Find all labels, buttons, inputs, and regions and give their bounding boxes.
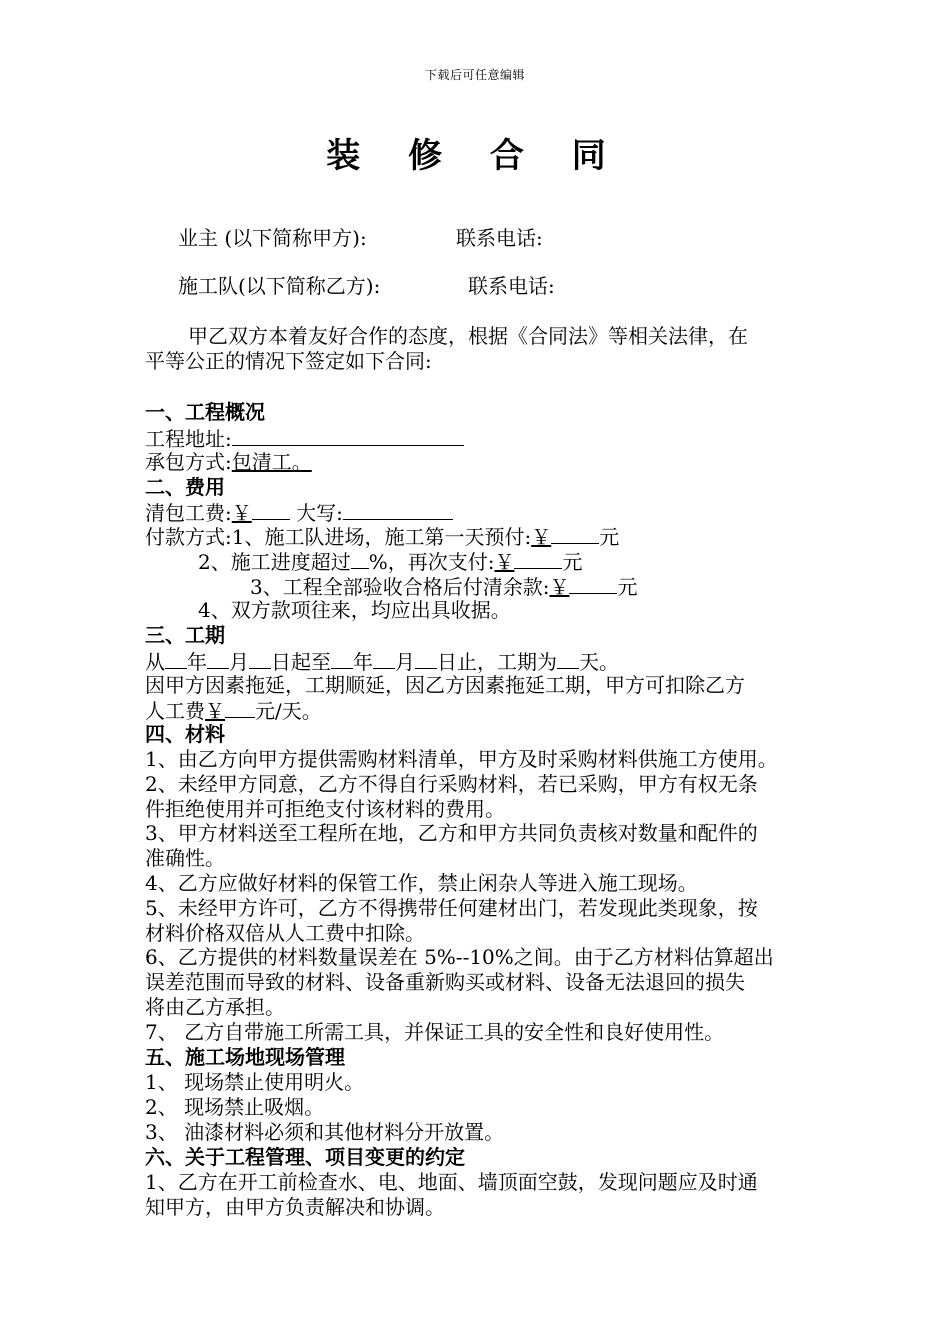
management-line: 1、乙方在开工前检查水、电、地面、墙顶面空鼓，发现问题应及时通 (145, 1170, 758, 1194)
team-phone-label: 联系电话: (468, 274, 555, 298)
materials-line: 3、甲方材料送至工程所在地，乙方和甲方共同负责核对数量和配件的 (145, 821, 758, 845)
pay-1-text: 付款方式:1、施工队进场，施工第一天预付: (145, 525, 532, 549)
site-rule-line: 2、 现场禁止吸烟。 (145, 1095, 325, 1119)
pay-row-2 (198, 548, 582, 575)
materials-line: 7、 乙方自带施工所需工具，并保证工具的安全性和良好使用性。 (145, 1020, 725, 1044)
daxie-label: 大写: (296, 501, 343, 525)
period-blank-year1 (165, 648, 187, 669)
materials-line: 1、由乙方向甲方提供需购材料清单，甲方及时采购材料供施工方使用。 (145, 747, 778, 771)
document-title: 装 修 合 同 (326, 136, 624, 176)
team-label: 施工队(以下简称乙方): (178, 274, 381, 298)
period-year2: 年 (353, 650, 373, 674)
period-from: 从 (145, 650, 165, 674)
pay-row-1 (145, 523, 619, 550)
address-blank (232, 425, 464, 446)
owner-phone-label: 联系电话: (456, 226, 543, 250)
fee-label: 清包工费: (145, 501, 232, 525)
section-2-heading: 二、费用 (145, 475, 225, 499)
address-row (145, 425, 464, 452)
fee-row (145, 499, 453, 526)
period-end: 日止，工期为 (437, 650, 557, 674)
pay-row-4: 4、双方款项往来，均应出具收据。 (198, 598, 511, 622)
period-days: 天。 (579, 650, 619, 674)
materials-line: 件拒绝使用并可拒绝支付该材料的费用。 (145, 797, 505, 821)
materials-line: 2、未经甲方同意，乙方不得自行采购材料，若已采购，甲方有权无条 (145, 772, 758, 796)
materials-line: 6、乙方提供的材料数量误差在 5%--10%之间。由于乙方材料估算超出 (145, 945, 774, 969)
period-row (145, 648, 619, 675)
pay-2-percent-blank (351, 548, 369, 569)
fee-yen: ￥ (231, 501, 252, 525)
pay-3-blank (569, 573, 617, 594)
pay-3-text: 3、工程全部验收合格后付清余款: (250, 575, 550, 599)
site-rule-line: 3、 油漆材料必须和其他材料分开放置。 (145, 1120, 505, 1144)
period-month2: 月 (395, 650, 415, 674)
period-blank-month1 (207, 648, 229, 669)
intro-line-2: 平等公正的情况下签定如下合同: (145, 349, 432, 373)
period-line-3 (145, 697, 322, 724)
period-month1: 月 (229, 650, 249, 674)
management-line: 知甲方，由甲方负责解决和协调。 (145, 1195, 445, 1219)
labor-fee-blank (225, 697, 255, 718)
pay-row-3 (250, 573, 637, 600)
section-1-heading: 一、工程概况 (145, 400, 265, 424)
owner-label: 业主 (以下简称甲方): (178, 226, 367, 250)
period-year1: 年 (187, 650, 207, 674)
pay-2-yuan: 元 (562, 550, 583, 574)
contract-label: 承包方式: (145, 450, 232, 474)
section-5-heading: 五、施工场地现场管理 (145, 1045, 345, 1069)
header-note: 下载后可任意编辑 (424, 68, 525, 82)
period-blank-day1 (249, 648, 271, 669)
pay-1-yuan: 元 (599, 525, 620, 549)
daxie-blank (343, 499, 453, 520)
labor-fee-unit: 元/天。 (255, 699, 322, 723)
period-blank-day2 (415, 648, 437, 669)
period-to: 日起至 (271, 650, 331, 674)
period-blank-month2 (373, 648, 395, 669)
period-blank-days (557, 648, 579, 669)
materials-line: 将由乙方承担。 (145, 995, 285, 1019)
pay-3-yuan: 元 (617, 575, 638, 599)
pay-2-text-b: %，再次支付: (368, 550, 495, 574)
labor-fee-yen: ￥ (205, 699, 225, 723)
section-6-heading: 六、关于工程管理、项目变更的约定 (145, 1145, 465, 1169)
materials-line: 准确性。 (145, 846, 225, 870)
intro-line-1: 甲乙双方本着友好合作的态度，根据《合同法》等相关法律，在 (188, 324, 748, 348)
pay-3-yen: ￥ (549, 575, 570, 599)
materials-line: 4、乙方应做好材料的保管工作，禁止闲杂人等进入施工现场。 (145, 871, 698, 895)
period-line-2: 因甲方因素拖延，工期顺延，因乙方因素拖延工期，甲方可扣除乙方 (145, 673, 745, 697)
address-label: 工程地址: (145, 427, 232, 451)
pay-2-yen: ￥ (494, 550, 515, 574)
pay-1-blank (551, 523, 599, 544)
materials-line: 材料价格双倍从人工费中扣除。 (145, 921, 425, 945)
fee-blank (252, 499, 290, 520)
period-blank-year2 (331, 648, 353, 669)
materials-line: 误差范围而导致的材料、设备重新购买或材料、设备无法退回的损失 (145, 970, 745, 994)
materials-line: 5、未经甲方许可，乙方不得携带任何建材出门，若发现此类现象，按 (145, 896, 758, 920)
contract-value: 包清工。 (231, 450, 312, 474)
pay-1-yen: ￥ (531, 525, 552, 549)
section-3-heading: 三、工期 (145, 623, 225, 647)
pay-2-blank (514, 548, 562, 569)
pay-2-text-a: 2、施工进度超过 (198, 550, 351, 574)
labor-fee-label: 人工费 (145, 699, 205, 723)
contract-row (145, 450, 312, 475)
section-4-heading: 四、材料 (145, 722, 225, 746)
site-rule-line: 1、 现场禁止使用明火。 (145, 1070, 365, 1094)
